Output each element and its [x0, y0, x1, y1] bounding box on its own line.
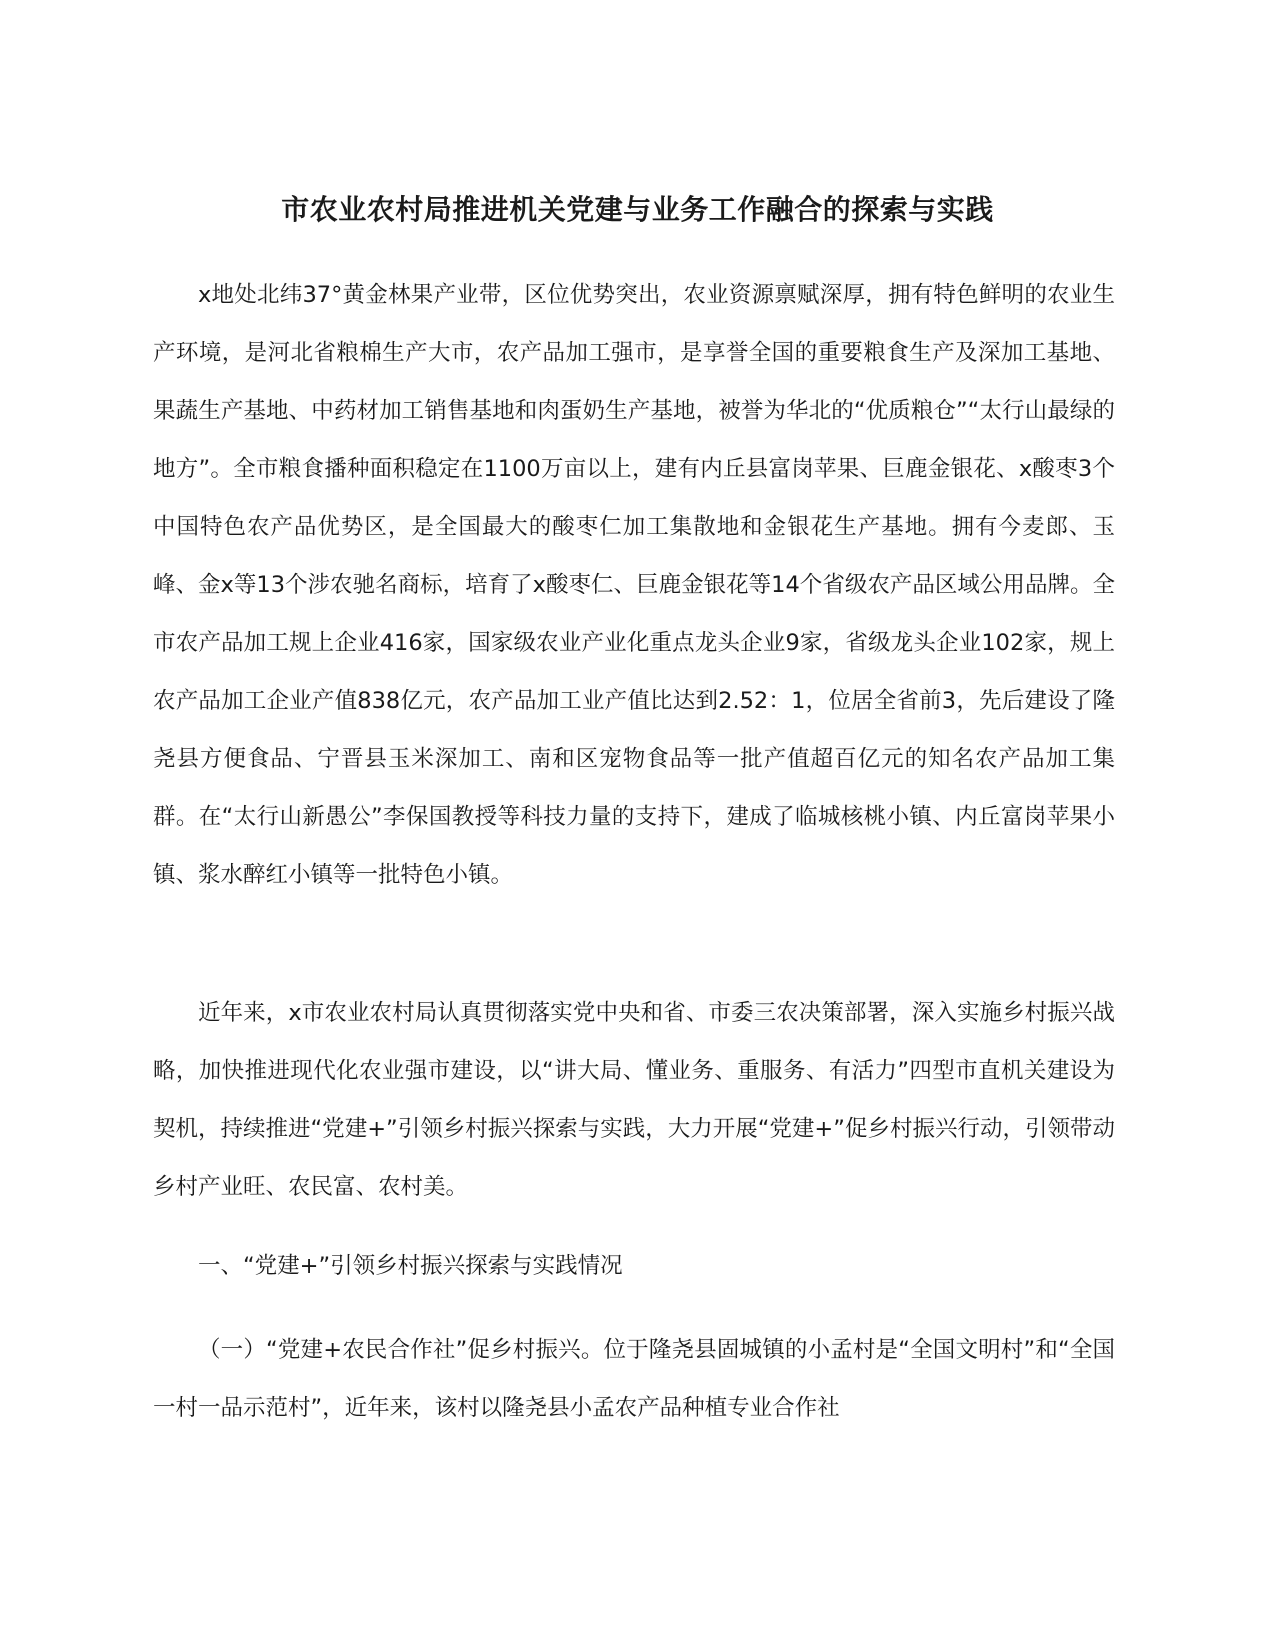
paragraph-intro: x地处北纬37°黄金林果产业带，区位优势突出，农业资源禀赋深厚，拥有特色鲜明的农业生产环境，是河北省粮棉生产大市，农产品加工强市，是享誉全国的重要粮食生产及深加工基地、果蔬生产基地、中药材加工销售基地和肉蛋奶生产基地，被誉为华北的“优质粮仓”“太行山最绿的地方”。全市粮食播种面积稳定在1100万亩以上，建有内丘县富岗苹果、巨鹿金银花、x酸枣3个中国特色农产品优势区，是全国最大的酸枣仁加工集散地和金银花生产基地。拥有今麦郎、玉峰、金x等13个涉农驰名商标，培育了x酸枣仁、巨鹿金银花等14个省级农产品区域公用品牌。全市农产品加工规上企业416家，国家级农业产业化重点龙头企业9家，省级龙头企业102家，规上农产品加工企业产值838亿元，农产品加工业产值比达到2.52：1，位居全省前3，先后建设了隆尧县方便食品、宁晋县玉米深加工、南和区宠物食品等一批产值超百亿元的知名农产品加工集群。在“太行山新愚公”李保国教授等科技力量的支持下，建成了临城核桃小镇、内丘富岗苹果小镇、浆水醉红小镇等一批特色小镇。: [153, 282, 1115, 888]
paragraph-overview: 近年来，x市农业农村局认真贯彻落实党中央和省、市委三农决策部署，深入实施乡村振兴战略，加快推进现代化农业强市建设，以“讲大局、懂业务、重服务、有活力”四型市直机关建设为契机，持续推进“党建+”引领乡村振兴探索与实践，大力开展“党建+”促乡村振兴行动，引领带动乡村产业旺、农民富、农村美。: [153, 1000, 1115, 1200]
section-heading-1: 一、“党建+”引领乡村振兴探索与实践情况: [198, 1253, 623, 1279]
paragraph-section-1-1: （一）“党建+农民合作社”促乡村振兴。位于隆尧县固城镇的小孟村是“全国文明村”和“全国一村一品示范村”，近年来，该村以隆尧县小孟农产品种植专业合作社: [153, 1337, 1115, 1421]
document-title: 市农业农村局推进机关党建与业务工作融合的探索与实践: [281, 193, 994, 226]
